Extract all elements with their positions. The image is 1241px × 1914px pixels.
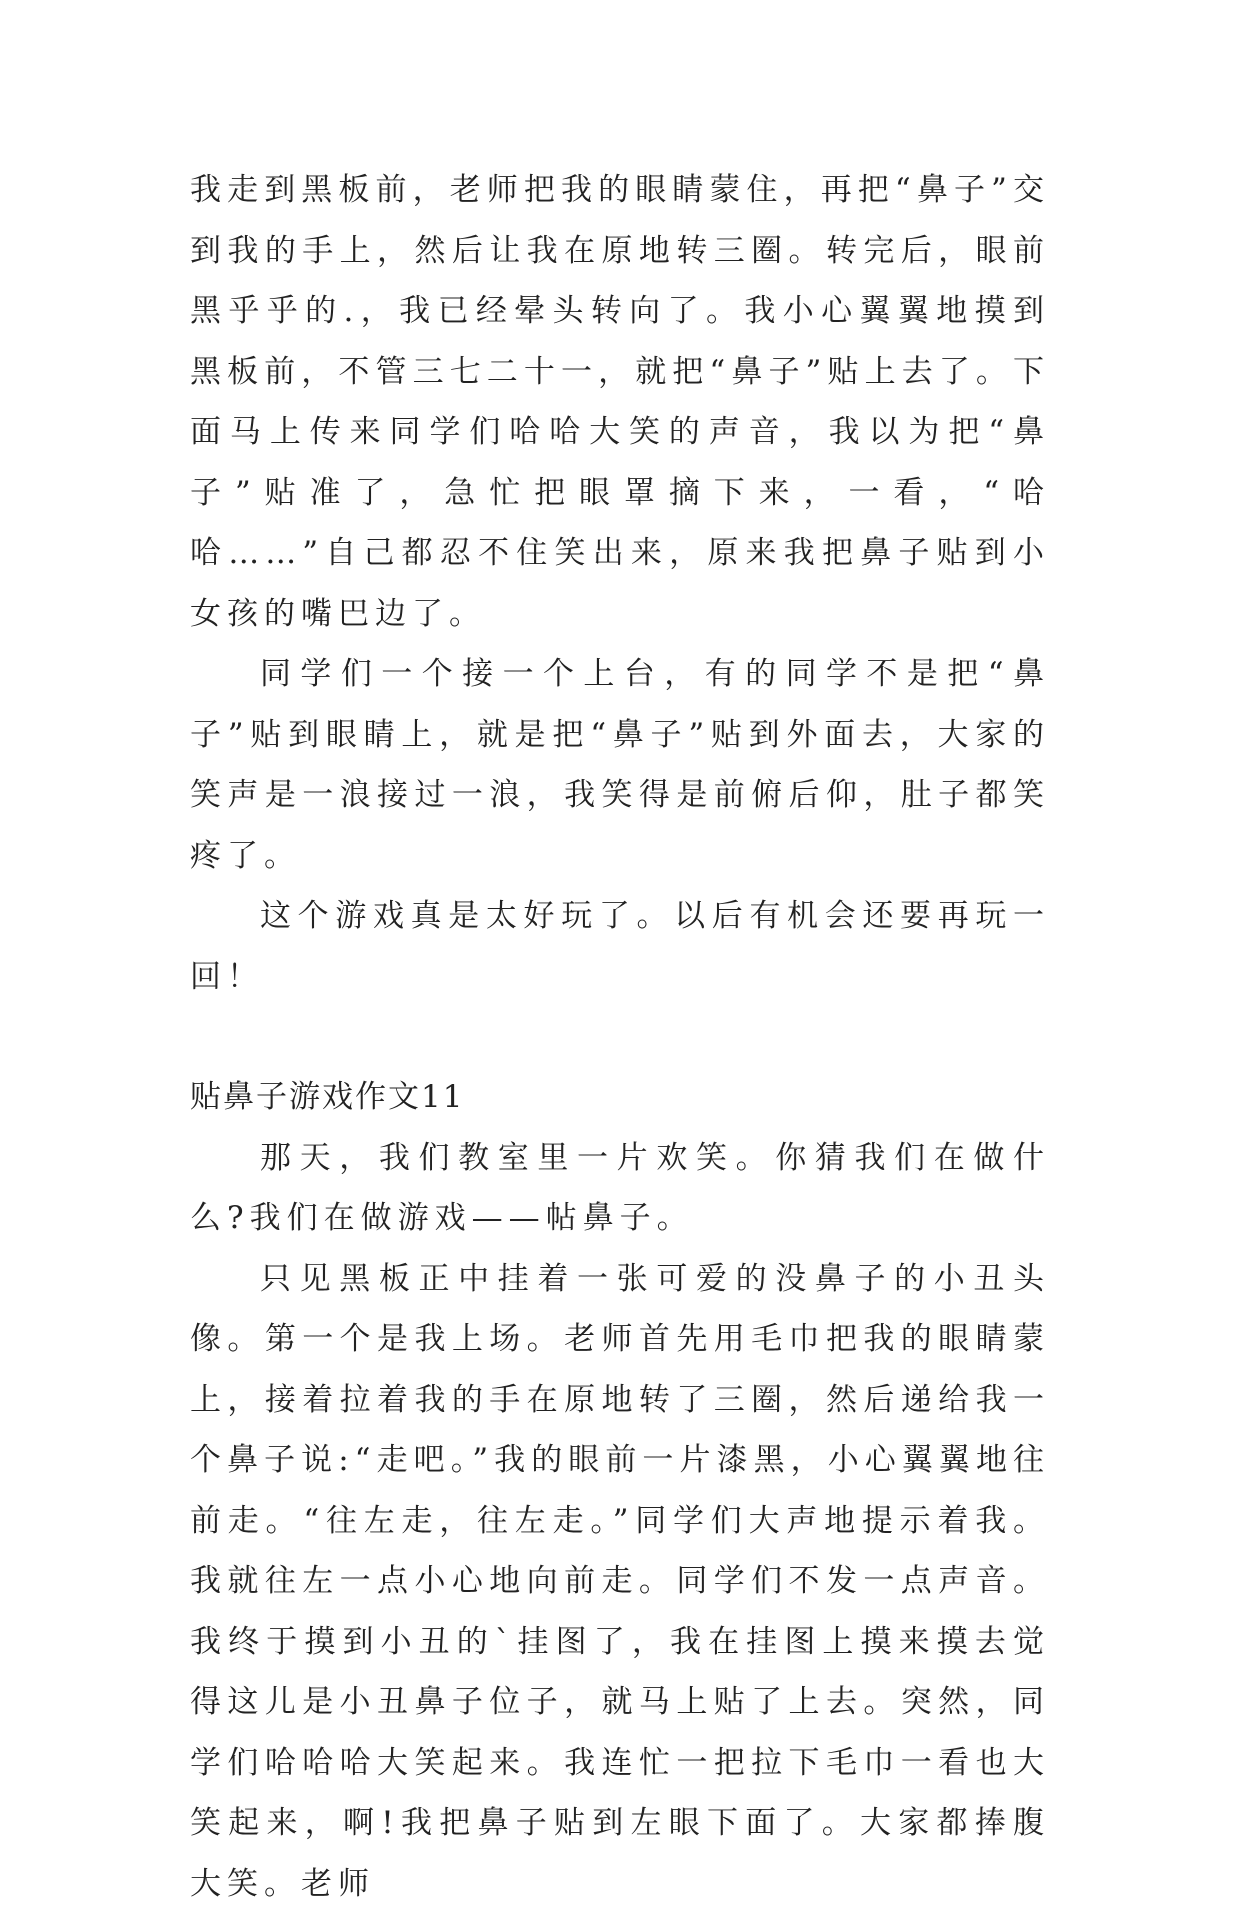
document-body <box>190 160 1050 1914</box>
paragraph-3: 这个游戏真是太好玩了。以后有机会还要再玩一回！ <box>190 886 1050 1007</box>
paragraph-2: 同学们一个接一个上台，有的同学不是把“鼻子”贴到眼睛上，就是把“鼻子”贴到外面去，大家的笑声是一浪接过一浪，我笑得是前俯后仰，肚子都笑疼了。 <box>190 644 1050 886</box>
section-title: 贴鼻子游戏作文11 <box>190 1067 1050 1128</box>
section-spacer <box>190 1007 1050 1067</box>
paragraph-4: 那天，我们教室里一片欢笑。你猜我们在做什么?我们在做游戏——帖鼻子。 <box>190 1128 1050 1249</box>
paragraph-1: 我走到黑板前，老师把我的眼睛蒙住，再把“鼻子”交到我的手上，然后让我在原地转三圈。转完后，眼前黑乎乎的.，我已经晕头转向了。我小心翼翼地摸到黑板前，不管三七二十一，就把“鼻子”贴上去了。下面马上传来同学们哈哈大笑的声音，我以为把“鼻子”贴准了，急忙把眼罩摘下来，一看，“哈哈……”自己都忍不住笑出来，原来我把鼻子贴到小女孩的嘴巴边了。 <box>190 160 1050 644</box>
paragraph-5: 只见黑板正中挂着一张可爱的没鼻子的小丑头像。第一个是我上场。老师首先用毛巾把我的眼睛蒙上，接着拉着我的手在原地转了三圈，然后递给我一个鼻子说:“走吧。”我的眼前一片漆黑，小心翼翼地往前走。“往左走，往左走。”同学们大声地提示着我。我就往左一点小心地向前走。同学们不发一点声音。我终于摸到小丑的`挂图了，我在挂图上摸来摸去觉得这儿是小丑鼻子位子，就马上贴了上去。突然，同学们哈哈哈大笑起来。我连忙一把拉下毛巾一看也大笑起来，啊!我把鼻子贴到左眼下面了。大家都捧腹大笑。老师 <box>190 1249 1050 1914</box>
